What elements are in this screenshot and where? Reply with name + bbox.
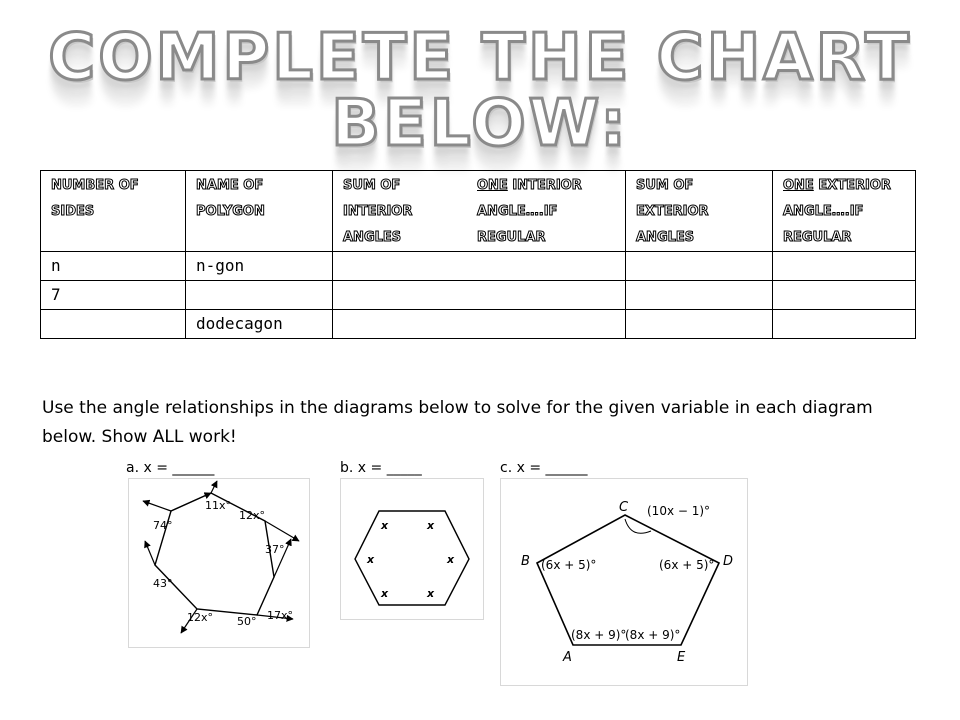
angle-label: x bbox=[381, 587, 389, 600]
diagram-b-label: b. x = _____ bbox=[340, 460, 422, 476]
vertex-label: A bbox=[563, 650, 572, 665]
header-interior bbox=[333, 171, 626, 252]
vertex-label: B bbox=[521, 554, 530, 569]
cell-one-exterior bbox=[773, 310, 916, 339]
angle-label: x bbox=[381, 519, 389, 532]
angle-label: (10x − 1)° bbox=[647, 504, 711, 518]
header-sum-interior: SUM OF INTERIOR ANGLES bbox=[343, 178, 413, 245]
angle-label: x bbox=[447, 553, 455, 566]
table-row bbox=[41, 310, 916, 339]
vertex-label: E bbox=[677, 650, 686, 665]
angle-label: 37° bbox=[265, 543, 285, 556]
diagram-c bbox=[500, 478, 748, 686]
header-name-of-polygon: NAME OF POLYGON bbox=[186, 171, 333, 252]
angle-label: 17x° bbox=[267, 609, 294, 622]
cell-interior bbox=[333, 252, 626, 281]
angle-label: x bbox=[427, 519, 435, 532]
table-row bbox=[41, 281, 916, 310]
angle-label: x bbox=[427, 587, 435, 600]
vertex-label: D bbox=[723, 554, 734, 569]
angle-label: (6x + 5)° bbox=[659, 558, 715, 572]
page-title-line-1: COMPLETE THE CHART bbox=[48, 21, 912, 95]
angle-label: (8x + 9)° bbox=[625, 628, 681, 642]
angle-label: 12x° bbox=[239, 509, 266, 522]
diagram-a bbox=[128, 478, 310, 648]
cell-sum-exterior bbox=[626, 252, 773, 281]
header-one-exterior: ONE EXTERIOR ANGLE….IF REGULAR bbox=[773, 171, 916, 252]
header-number-of-sides: NUMBER OF SIDES bbox=[41, 171, 186, 252]
angle-label: (6x + 5)° bbox=[541, 558, 597, 572]
table-row bbox=[41, 252, 916, 281]
cell-sides bbox=[41, 310, 186, 339]
cell-one-exterior bbox=[773, 281, 916, 310]
heptagon-exterior-angles-figure bbox=[129, 479, 309, 647]
angle-label: 43° bbox=[153, 577, 173, 590]
cell-sides: n bbox=[41, 252, 186, 281]
cell-sides: 7 bbox=[41, 281, 186, 310]
angle-label: 11x° bbox=[205, 499, 232, 512]
angle-label: 12x° bbox=[187, 611, 214, 624]
cell-sum-exterior bbox=[626, 310, 773, 339]
cell-interior bbox=[333, 281, 626, 310]
cell-name: dodecagon bbox=[186, 310, 333, 339]
pentagon-figure bbox=[501, 479, 747, 685]
angle-label: (8x + 9)° bbox=[571, 628, 627, 642]
angle-label: x bbox=[367, 553, 375, 566]
angle-label: 74° bbox=[153, 519, 173, 532]
header-one-interior: ONE INTERIOR ANGLE….IF REGULAR bbox=[477, 178, 582, 245]
cell-one-exterior bbox=[773, 252, 916, 281]
cell-name bbox=[186, 281, 333, 310]
vertex-label: C bbox=[619, 500, 629, 515]
hexagon-figure bbox=[341, 479, 483, 619]
cell-interior bbox=[333, 310, 626, 339]
diagram-c-label: c. x = ______ bbox=[500, 460, 588, 476]
header-sum-exterior: SUM OF EXTERIOR ANGLES bbox=[626, 171, 773, 252]
diagram-b bbox=[340, 478, 484, 620]
page-title-line-2: BELOW: bbox=[331, 87, 629, 161]
instructions-text: Use the angle relationships in the diagrams below to solve for the given variable in each diagram below. Show ALL work! bbox=[42, 398, 873, 447]
cell-name: n-gon bbox=[186, 252, 333, 281]
angle-label: 50° bbox=[237, 615, 257, 628]
table-header-row bbox=[41, 171, 916, 252]
cell-sum-exterior bbox=[626, 281, 773, 310]
diagram-a-label: a. x = ______ bbox=[126, 460, 215, 476]
polygon-chart-table bbox=[40, 170, 916, 339]
